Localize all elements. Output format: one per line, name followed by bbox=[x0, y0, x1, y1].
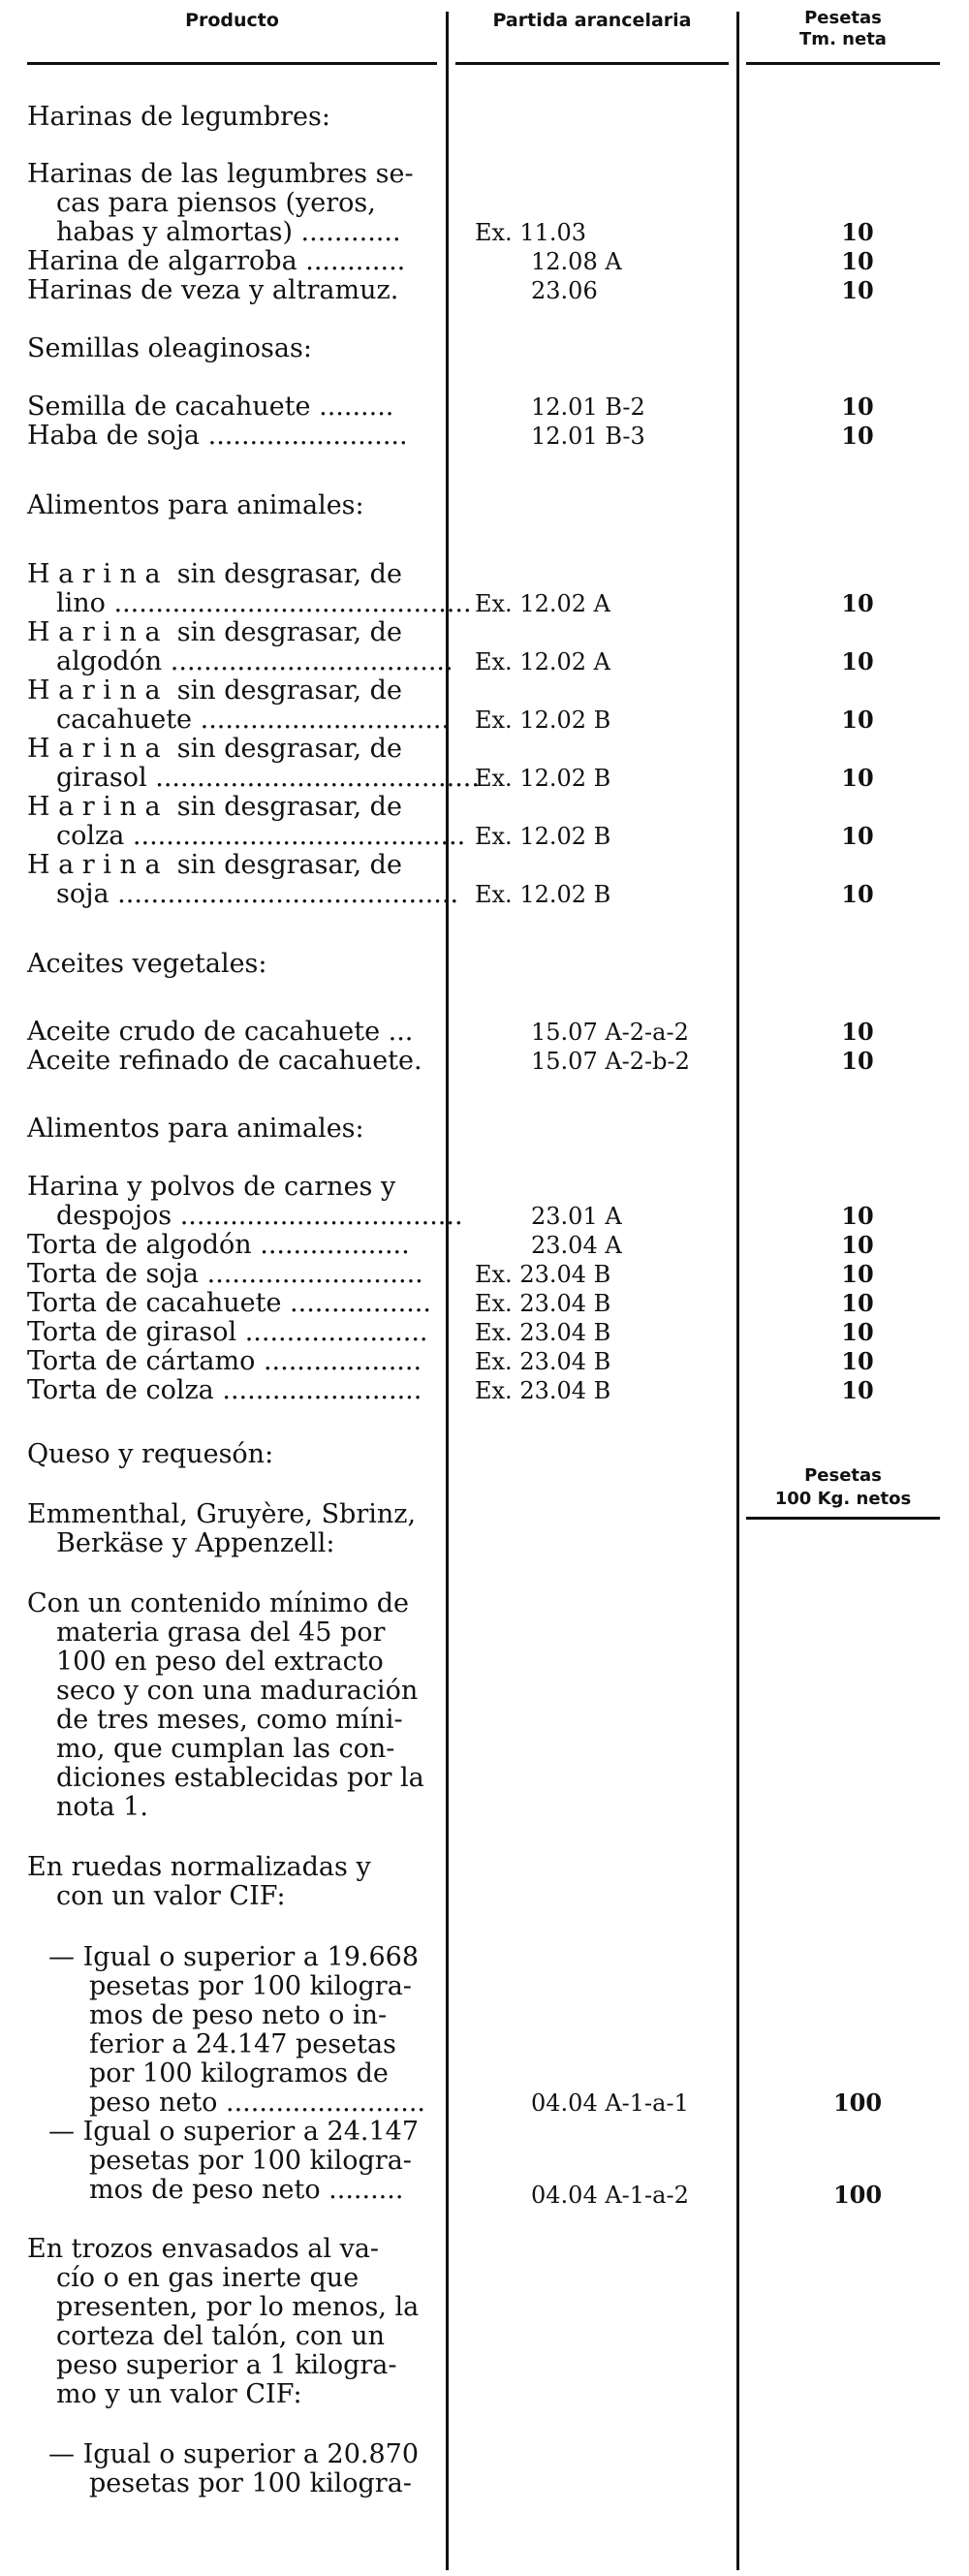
product-line: Torta de girasol ...................... bbox=[27, 1317, 428, 1347]
product-line: — Igual o superior a 19.668 bbox=[48, 1942, 420, 1972]
rate-value: 10 bbox=[841, 764, 874, 792]
product-line: mo, que cumplan las con- bbox=[56, 1734, 395, 1764]
header-tm-neta: Tm. neta bbox=[799, 29, 887, 49]
tariff-code: 15.07 A-2-b-2 bbox=[531, 1048, 690, 1075]
product-line: Torta de cacahuete ................. bbox=[27, 1288, 431, 1318]
product-line: H a r i n a sin desgrasar, de bbox=[27, 617, 402, 647]
tariff-code: Ex. 12.02 B bbox=[475, 765, 611, 792]
product-line: materia grasa del 45 por bbox=[56, 1618, 386, 1648]
product-line: por 100 kilogramos de bbox=[89, 2058, 389, 2089]
product-line: pesetas por 100 kilogra- bbox=[89, 2468, 412, 2498]
product-line: En trozos envasados al va- bbox=[27, 2234, 380, 2264]
product-line: soja ......................................... bbox=[56, 879, 459, 909]
product-line: — Igual o superior a 20.870 bbox=[48, 2439, 420, 2469]
product-line: corteza del talón, con un bbox=[56, 2321, 386, 2351]
product-line: En ruedas normalizadas y bbox=[27, 1852, 371, 1882]
product-line: mos de peso neto ......... bbox=[89, 2175, 404, 2205]
rate-value: 10 bbox=[841, 1260, 874, 1288]
section-heading: Aceites vegetales: bbox=[27, 949, 267, 979]
tariff-code: Ex. 23.04 B bbox=[475, 1348, 611, 1375]
tariff-code: Ex. 23.04 B bbox=[475, 1377, 611, 1404]
header-rule-pesetas bbox=[746, 62, 940, 65]
product-line: Emmenthal, Gruyère, Sbrinz, bbox=[27, 1499, 417, 1529]
rate-value: 10 bbox=[841, 589, 874, 617]
rate-value: 10 bbox=[841, 276, 874, 304]
tariff-code: Ex. 12.02 B bbox=[475, 707, 611, 734]
product-line: Torta de soja .......................... bbox=[27, 1259, 423, 1289]
tariff-code: Ex. 12.02 B bbox=[475, 823, 611, 850]
tariff-code: 04.04 A-1-a-2 bbox=[531, 2182, 689, 2209]
header-rule-producto bbox=[27, 62, 437, 65]
rate-value: 10 bbox=[841, 880, 874, 908]
product-line: colza ........................................ bbox=[56, 821, 466, 851]
tariff-code: 15.07 A-2-a-2 bbox=[531, 1019, 689, 1046]
rate-value: 10 bbox=[841, 647, 874, 675]
product-line: H a r i n a sin desgrasar, de bbox=[27, 675, 402, 706]
product-line: cacahuete .............................. bbox=[56, 705, 451, 735]
header-rule-partida bbox=[455, 62, 729, 65]
product-line: H a r i n a sin desgrasar, de bbox=[27, 559, 402, 589]
section-heading: Semillas oleaginosas: bbox=[27, 333, 312, 363]
product-line: mos de peso neto o in- bbox=[89, 2000, 388, 2030]
rate-value: 100 bbox=[832, 2089, 883, 2117]
product-line: Aceite crudo de cacahuete ... bbox=[27, 1017, 414, 1047]
product-line: H a r i n a sin desgrasar, de bbox=[27, 792, 402, 822]
rate-value: 10 bbox=[841, 706, 874, 734]
header-rule-pesetas-kg bbox=[746, 1517, 940, 1520]
tariff-code: 23.04 A bbox=[531, 1232, 622, 1259]
tariff-code: Ex. 23.04 B bbox=[475, 1319, 611, 1346]
product-line: presenten, por lo menos, la bbox=[56, 2292, 420, 2322]
section-heading: Alimentos para animales: bbox=[27, 490, 364, 520]
tariff-code: 12.08 A bbox=[531, 248, 622, 275]
header-producto: Producto bbox=[185, 10, 279, 31]
rate-value: 10 bbox=[841, 1018, 874, 1046]
rate-value: 10 bbox=[841, 393, 874, 421]
rate-value: 100 bbox=[832, 2181, 883, 2209]
section-heading: Alimentos para animales: bbox=[27, 1114, 364, 1144]
product-line: girasol ....................................... bbox=[56, 763, 480, 793]
rate-value: 10 bbox=[841, 1376, 874, 1404]
product-line: H a r i n a sin desgrasar, de bbox=[27, 850, 402, 880]
product-line: despojos .................................. bbox=[56, 1201, 463, 1231]
product-line: con un valor CIF: bbox=[56, 1881, 286, 1911]
product-line: H a r i n a sin desgrasar, de bbox=[27, 734, 402, 764]
product-line: Torta de colza ........................ bbox=[27, 1375, 422, 1405]
product-line: algodón .................................. bbox=[56, 646, 453, 676]
rate-value: 10 bbox=[841, 822, 874, 850]
product-line: Harina de algarroba ............ bbox=[27, 246, 406, 276]
product-line: pesetas por 100 kilogra- bbox=[89, 2146, 412, 2176]
header-pesetas-kg: Pesetas bbox=[804, 1465, 882, 1486]
product-line: Harina y polvos de carnes y bbox=[27, 1172, 396, 1202]
tariff-code: 23.06 bbox=[531, 277, 598, 304]
rate-value: 10 bbox=[841, 247, 874, 275]
product-line: Haba de soja ........................ bbox=[27, 421, 408, 451]
rate-value: 10 bbox=[841, 1047, 874, 1075]
column-divider-right bbox=[736, 12, 739, 2570]
product-line: peso neto ........................ bbox=[89, 2088, 425, 2118]
tariff-code: 23.01 A bbox=[531, 1203, 622, 1230]
section-heading: Queso y requesón: bbox=[27, 1439, 274, 1469]
rate-value: 10 bbox=[841, 1318, 874, 1346]
tariff-code: Ex. 11.03 bbox=[475, 219, 587, 246]
product-line: cas para piensos (yeros, bbox=[56, 188, 376, 218]
product-line: Harinas de las legumbres se- bbox=[27, 159, 414, 189]
product-line: nota 1. bbox=[56, 1792, 148, 1822]
header-100kg-netos: 100 Kg. netos bbox=[774, 1489, 912, 1509]
rate-value: 10 bbox=[841, 1202, 874, 1230]
product-line: — Igual o superior a 24.147 bbox=[48, 2117, 420, 2147]
product-line: mo y un valor CIF: bbox=[56, 2379, 302, 2409]
rate-value: 10 bbox=[841, 422, 874, 450]
tariff-code: 04.04 A-1-a-1 bbox=[531, 2089, 689, 2117]
header-pesetas: Pesetas bbox=[804, 8, 882, 28]
product-line: de tres meses, como míni- bbox=[56, 1705, 403, 1735]
product-line: Semilla de cacahuete ......... bbox=[27, 392, 394, 422]
tariff-code: 12.01 B-3 bbox=[531, 423, 645, 450]
product-line: lino ........................................... bbox=[56, 588, 472, 618]
rate-value: 10 bbox=[841, 218, 874, 246]
product-line: Berkäse y Appenzell: bbox=[56, 1528, 335, 1558]
product-line: cío o en gas inerte que bbox=[56, 2263, 359, 2293]
product-line: diciones establecidas por la bbox=[56, 1763, 424, 1793]
product-line: 100 en peso del extracto bbox=[56, 1647, 384, 1677]
product-line: Aceite refinado de cacahuete. bbox=[27, 1046, 422, 1076]
rate-value: 10 bbox=[841, 1289, 874, 1317]
tariff-code: Ex. 12.02 B bbox=[475, 881, 611, 908]
product-line: seco y con una maduración bbox=[56, 1676, 419, 1706]
rate-value: 10 bbox=[841, 1347, 874, 1375]
tariff-code: Ex. 12.02 A bbox=[475, 590, 610, 617]
tariff-code: Ex. 23.04 B bbox=[475, 1290, 611, 1317]
product-line: habas y almortas) ............ bbox=[56, 217, 401, 247]
rate-value: 10 bbox=[841, 1231, 874, 1259]
tariff-code: 12.01 B-2 bbox=[531, 393, 645, 421]
product-line: peso superior a 1 kilogra- bbox=[56, 2350, 397, 2380]
product-line: Con un contenido mínimo de bbox=[27, 1588, 409, 1618]
tariff-code: Ex. 23.04 B bbox=[475, 1261, 611, 1288]
tariff-code: Ex. 12.02 A bbox=[475, 648, 610, 675]
section-heading: Harinas de legumbres: bbox=[27, 102, 330, 132]
product-line: Harinas de veza y altramuz. bbox=[27, 275, 399, 305]
header-partida: Partida arancelaria bbox=[492, 10, 692, 31]
product-line: ferior a 24.147 pesetas bbox=[89, 2029, 396, 2059]
product-line: Torta de algodón .................. bbox=[27, 1230, 410, 1260]
product-line: pesetas por 100 kilogra- bbox=[89, 1971, 412, 2001]
product-line: Torta de cártamo ................... bbox=[27, 1346, 422, 1376]
